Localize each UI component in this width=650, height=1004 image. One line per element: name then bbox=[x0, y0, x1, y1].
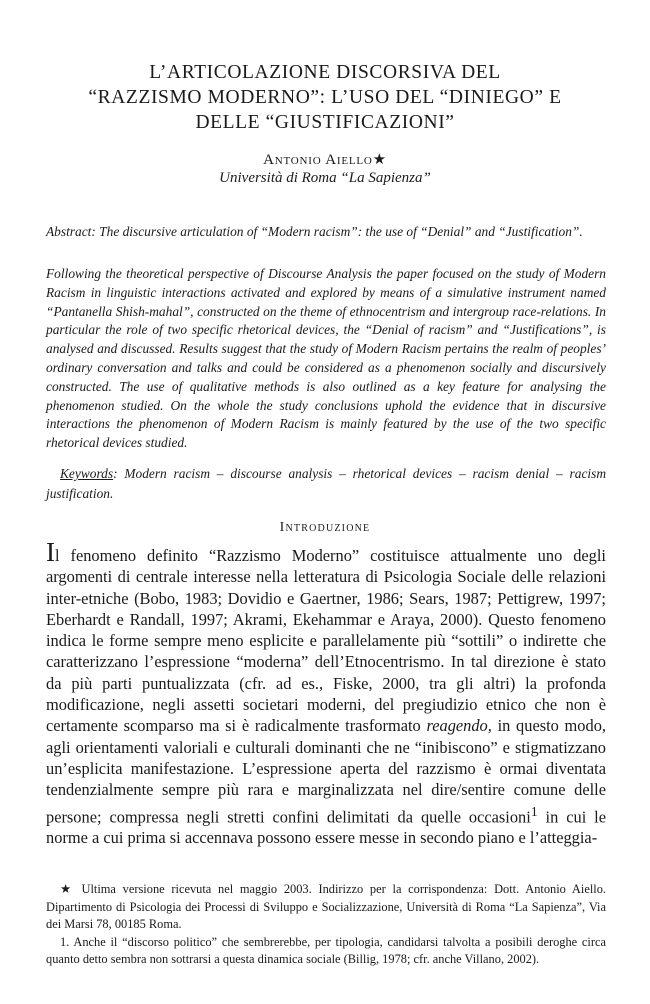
intro-text-2: in questo modo, agli orientamenti valoriali e culturali dominanti che ne “inibiscono” e stigmatizzano un’esplicita manifestazione. L’espressione aperta del razzismo è ormai diventata tendenzialmente sempre più rara e marginalizzata nel dire/sentire comune delle persone; compressa negli stretti confini delimitati da quelle occasioni bbox=[46, 716, 606, 827]
keywords bbox=[46, 464, 606, 504]
drop-cap: I bbox=[46, 537, 55, 567]
keywords-text: : Modern racism – discourse analysis – rhetorical devices – racism denial – racism justification. bbox=[46, 466, 606, 501]
footnote-1: 1. Anche il “discorso politico” che sembrerebbe, per tipologia, candidarsi talvolta a posibili deroghe circa quanto detto sembra non sottrarsi a questa dinamica sociale (Billig, 1978; cfr. anche Villano, 2002). bbox=[46, 934, 606, 966]
paper-title bbox=[0, 60, 650, 135]
abstract-body: Following the theoretical perspective of Discourse Analysis the paper focused on the study of Modern Racism in linguistic interactions activated and explored by means of a simulative instrument named “Pantanella Shish-mahal”, constructed on the theme of ethnocentrism and intergroup race-relations. In particular the role of two specific rhetorical devices, the “Denial of racism” and “Justifications”, is analysed and discussed. Results suggest that the study of Modern Racism pertains the realm of peoples’ ordinary conversation and talks and could be considered as a phenomenon socially and discursively constructed. The use of qualitative methods is also outlined as a key feature for analysing the phenomenon studied. On the whole the study conclusions uphold the evidence that in discursive interactions the phenomenon of Modern Racism is mainly featured by the use of the two specific rhetorical devices studied. bbox=[46, 266, 606, 451]
keywords-label: Keywords bbox=[60, 466, 114, 481]
footnote-star: ★ Ultima versione ricevuta nel maggio 2003. Indirizzo per la corrispondenza: Dott. Antonio Aiello. Dipartimento di Psicologia dei Processi di Sviluppo e Socializzazione, Università di Roma “La Sapienza”, Via dei Marsi 78, 00185 Roma. bbox=[46, 882, 606, 931]
title-line-2: “RAZZISMO MODERNO”: L’USO DEL “DINIEGO” E bbox=[88, 87, 562, 108]
title-line-1: L’ARTICOLAZIONE DISCORSIVA DEL bbox=[149, 62, 501, 83]
intro-text-1: l fenomeno definito “Razzismo Moderno” costituisce attualmente uno degli argomenti di centrale interesse nella letteratura di Psicologia Sociale delle relazioni inter-etniche (Bobo, 1983; Dovidio e Gaertner, 1986; Sears, 1987; Pettigrew, 1997; Eberhardt e Randall, 1997; Akrami, Ekehammar e Araya, 2000). Questo fenomeno indica le forme sempre meno esplicite e parallelamente più “sottili” o indirette che caratterizzano l’espressione “moderna” dell’Etnocentrismo. In tal direzione è stato da più parti puntualizzata (cfr. ad es., Fiske, 2000, tra gli altri) la profonda modificazione, negli assetti societari moderni, del pregiudizio etnico che non è certamente scomparso ma si è radicalmente trasformato bbox=[46, 546, 606, 736]
footnote-ref-1: 1 bbox=[530, 803, 538, 819]
title-line-3: DELLE “GIUSTIFICAZIONI” bbox=[195, 112, 455, 133]
footnotes bbox=[46, 881, 606, 969]
abstract-heading: Abstract: The discursive articulation of “Modern racism”: the use of “Denial” and “Justification”. bbox=[46, 224, 583, 239]
author-affiliation: Università di Roma “La Sapienza” bbox=[219, 170, 431, 186]
intro-paragraph bbox=[46, 537, 606, 849]
author-name: Antonio Aiello★ bbox=[263, 152, 387, 168]
section-heading: Introduzione bbox=[279, 520, 371, 535]
intro-italic: reagendo, bbox=[426, 716, 492, 736]
intro-text-3: in cui le norme a cui prima si accennava possono essere messe in secondo piano e l’atteggia- bbox=[46, 807, 606, 848]
